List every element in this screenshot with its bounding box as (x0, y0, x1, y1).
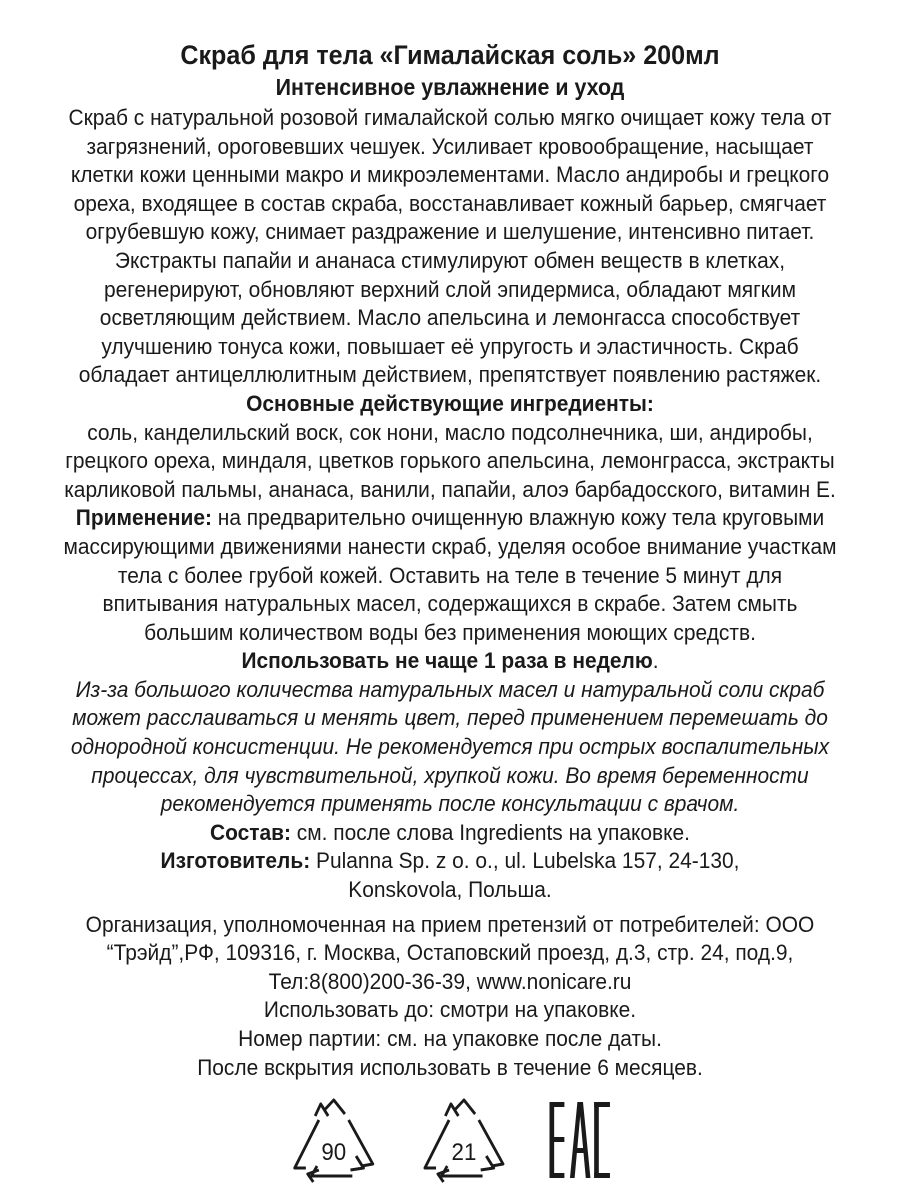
marks-row (50, 1096, 850, 1184)
organization-line: Организация, уполномоченная на прием претензий от потребителей: ООО (85, 911, 815, 937)
ingredients-line: соль, канделильский воск, сок нони, масло подсолнечника, ши, андиробы, (87, 419, 813, 445)
usage-line: большим количеством воды без применения моющих средств. (144, 619, 756, 645)
description-line: ореха, входящее в состав скраба, восстанавливает кожный барьер, смягчает (73, 190, 827, 216)
batch-line: Номер партии: см. на упаковке после даты. (238, 1026, 662, 1051)
usage-line: массирующими движениями нанести скраб, уделяя особое внимание участкам (63, 533, 837, 559)
product-title: Скраб для тела «Гималайская соль» 200мл (180, 40, 720, 70)
usage-frequency-bold: Использовать не чаще 1 раза в неделю (241, 648, 653, 674)
description-line: Экстракты папайи и ананаса стимулируют обмен веществ в клетках, (114, 247, 786, 273)
composition-text: см. после слова Ingredients на упаковке. (290, 819, 690, 845)
description-line: осветляющим действием. Масло апельсина и лемонгасса способствует (99, 305, 801, 331)
recycle-90-icon (287, 1096, 380, 1184)
recycle-code: 21 (451, 1138, 477, 1166)
recycle-21-icon (417, 1096, 510, 1184)
ingredients-block (50, 390, 850, 504)
composition-label: Состав: (209, 819, 291, 845)
recycle-code: 90 (321, 1138, 347, 1166)
ingredients-line: карликовой пальмы, ананаса, ванили, папайи, алоэ барбадосского, витамин Е. (64, 476, 836, 502)
description-line: загрязнений, ороговевших чешуек. Усиливает кровообращение, насыщает (86, 133, 814, 159)
usage-block (50, 504, 850, 676)
description-line: регенерируют, обновляют верхний слой эпидермиса, обладают мягким (104, 276, 796, 302)
eac-mark-icon (548, 1096, 613, 1184)
manufacturer-text: Pulanna Sp. z o. o., ul. Lubelska 157, 24-130, (310, 848, 740, 874)
manufacturer-line-2: Konskovola, Польша. (348, 877, 552, 903)
description-block (50, 104, 850, 390)
description-line: клетки кожи ценными макро и микроэлементами. Масло андиробы и грецкого (70, 162, 830, 188)
organization-block (50, 911, 850, 997)
usage-frequency (50, 647, 850, 676)
manufacturer-label: Изготовитель: (160, 848, 311, 874)
warning-line: может расслаиваться и менять цвет, перед применением перемешать до (72, 705, 828, 731)
usage-frequency-end: . (652, 648, 659, 674)
after-opening-line: После вскрытия использовать в течение 6 месяцев. (197, 1054, 703, 1080)
description-line: обладает антицеллюлитным действием, препятствует появлению растяжек. (78, 362, 822, 388)
description-line: Скраб с натуральной розовой гималайской солью мягко очищает кожу тела от (68, 105, 832, 130)
warning-line: однородной консистенции. Не рекомендуется при острых воспалительных (70, 734, 830, 760)
product-subtitle: Интенсивное увлажнение и уход (275, 74, 625, 100)
usage-line: впитывания натуральных масел, содержащихся в скрабе. Затем смыть (102, 591, 798, 617)
description-line: огрубевшую кожу, снимает раздражение и шелушение, интенсивно питает. (85, 219, 815, 245)
organization-line: “Трэйд”,РФ, 109316, г. Москва, Остаповский проезд, д.3, стр. 24, под.9, (106, 940, 794, 966)
usage-first-line (50, 504, 850, 533)
ingredients-heading: Основные действующие ингредиенты: (246, 390, 654, 416)
manufacturer-block (50, 847, 850, 904)
manufacturer-line (50, 847, 850, 876)
usage-line: тела с более грубой кожей. Оставить на теле в течение 5 минут для (117, 562, 783, 588)
ingredients-line: грецкого ореха, миндаля, цветков горького апельсина, лемонграсса, экстракты (65, 448, 835, 474)
product-label (32, 0, 869, 1200)
composition-line (50, 819, 850, 848)
expiry-line: Использовать до: смотри на упаковке. (263, 997, 637, 1023)
usage-label: Применение: (75, 505, 212, 531)
usage-first-text: на предварительно очищенную влажную кожу тела круговыми (211, 505, 825, 531)
warning-line: Из-за большого количества натуральных масел и натуральной соли скраб (75, 676, 825, 702)
description-line: улучшению тонуса кожи, повышает её упругость и эластичность. Скраб (101, 333, 799, 359)
warning-line: рекомендуется применять после консультации с врачом. (160, 791, 740, 817)
warning-line: процессах, для чувствительной, хрупкой кожи. Во время беременности (91, 762, 809, 788)
warning-block (50, 676, 850, 819)
organization-line: Тел:8(800)200-36-39, www.nonicare.ru (268, 968, 632, 994)
